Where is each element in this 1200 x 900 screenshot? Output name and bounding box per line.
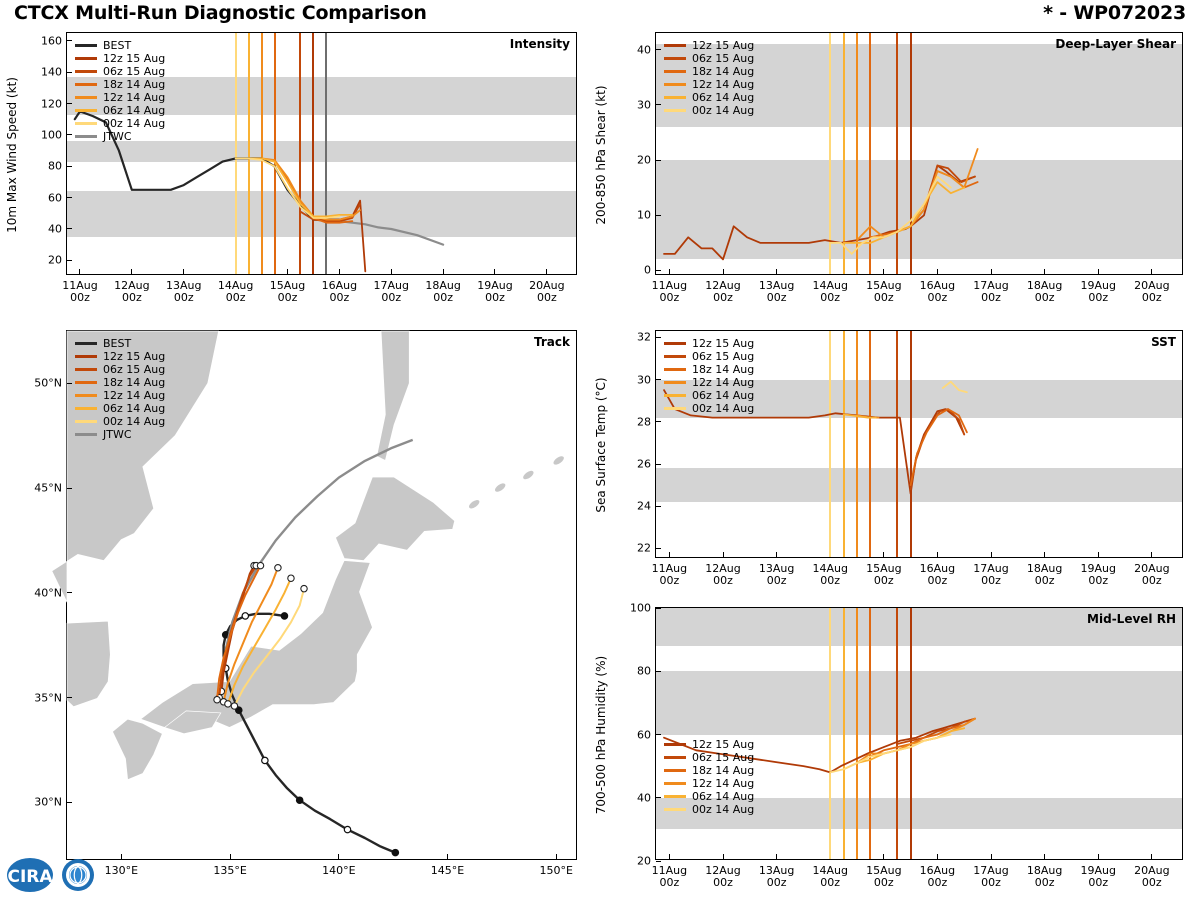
- legend-item: [75, 402, 165, 415]
- legend-item: [664, 91, 754, 104]
- legend-label: 18z 14 Aug: [103, 78, 166, 91]
- x-tick-label: 15Aug 00z: [866, 562, 902, 587]
- legend-item: [75, 415, 165, 428]
- legend-item: [75, 91, 165, 104]
- track-marker: [392, 849, 398, 855]
- legend-swatch: [75, 394, 97, 397]
- legend-label: 12z 14 Aug: [692, 78, 755, 91]
- track-marker: [281, 613, 287, 619]
- y-tick-label: 40: [637, 43, 651, 57]
- x-tick-label: 18Aug 00z: [1026, 279, 1063, 304]
- x-tick-label: 150°E: [539, 864, 573, 877]
- series-line: [664, 166, 975, 260]
- sst-y-axis-label: Sea Surface Temp (°C): [594, 377, 608, 513]
- x-tick-label: 20Aug 00z: [1134, 279, 1170, 304]
- legend-item: [75, 78, 165, 91]
- x-tick-label: 20Aug 00z: [1134, 562, 1170, 587]
- legend-swatch: [664, 109, 686, 112]
- legend-item: [75, 104, 165, 117]
- legend-swatch: [664, 70, 686, 73]
- y-tick-label: 60: [48, 191, 62, 205]
- legend-label: 12z 14 Aug: [103, 389, 166, 402]
- legend-item: [664, 402, 754, 415]
- legend-swatch: [75, 420, 97, 423]
- shear-legend: [664, 39, 754, 117]
- rh-legend: [664, 738, 754, 816]
- intensity-y-axis-label: 10m Max Wind Speed (kt): [5, 76, 19, 233]
- legend-label: 00z 14 Aug: [692, 803, 755, 816]
- x-tick-label: 14Aug 00z: [812, 279, 848, 304]
- legend-label: 00z 14 Aug: [103, 117, 166, 130]
- x-tick-label: 13Aug 00z: [758, 864, 795, 889]
- intensity-panel: [5, 32, 577, 304]
- x-tick-label: 130°E: [104, 864, 139, 877]
- legend-swatch: [664, 96, 686, 99]
- legend-item: [75, 428, 165, 441]
- legend-swatch: [664, 44, 686, 47]
- track-line: [224, 614, 396, 853]
- y-tick-label: 26: [637, 457, 651, 471]
- legend-label: 12z 15 Aug: [103, 350, 166, 363]
- legend-swatch: [664, 407, 686, 410]
- legend-item: [664, 65, 754, 78]
- x-tick-label: 14Aug 00z: [217, 279, 254, 304]
- shear-plot-area: [594, 32, 1183, 304]
- legend-swatch: [75, 57, 97, 60]
- rh-panel: [594, 601, 1183, 889]
- track-marker: [242, 613, 248, 619]
- track-plot-area: [34, 330, 577, 877]
- x-tick-label: 18Aug 00z: [1026, 562, 1063, 587]
- legend-label: 06z 15 Aug: [103, 363, 166, 376]
- track-marker: [344, 826, 350, 832]
- y-tick-label: 30: [637, 373, 651, 387]
- y-tick-label: 40°N: [34, 586, 62, 600]
- x-tick-label: 20Aug 00z: [529, 279, 565, 304]
- series-line: [897, 719, 975, 744]
- y-tick-label: 30: [637, 98, 651, 112]
- sst-plot-area: [594, 330, 1183, 587]
- track-marker: [301, 585, 307, 591]
- y-tick-label: 10: [637, 208, 651, 222]
- series-line: [236, 158, 340, 218]
- legend-swatch: [75, 368, 97, 371]
- x-tick-label: 18Aug 00z: [425, 279, 461, 304]
- y-tick-label: 100: [41, 128, 62, 142]
- track-marker: [296, 797, 302, 803]
- shear-panel: [594, 32, 1183, 304]
- legend-swatch: [75, 342, 97, 345]
- y-tick-label: 32: [637, 330, 651, 344]
- track-marker: [262, 757, 268, 763]
- legend-swatch: [664, 368, 686, 371]
- legend-item: [664, 738, 754, 751]
- legend-label: 06z 15 Aug: [103, 65, 166, 78]
- x-tick-label: 14Aug 00z: [812, 864, 848, 889]
- legend-item: [75, 337, 165, 350]
- legend-swatch: [664, 355, 686, 358]
- y-tick-label: 80: [48, 159, 62, 173]
- rh-y-axis-label: 700-500 hPa Humidity (%): [594, 655, 608, 814]
- x-tick-label: 140°E: [322, 864, 356, 877]
- legend-swatch: [664, 743, 686, 746]
- legend-label: 00z 14 Aug: [692, 104, 755, 117]
- legend-label: BEST: [103, 39, 132, 52]
- legend-item: [664, 803, 754, 816]
- legend-label: JTWC: [103, 428, 132, 441]
- legend-label: 06z 14 Aug: [692, 91, 755, 104]
- legend-label: 00z 14 Aug: [692, 402, 755, 415]
- x-tick-label: 13Aug 00z: [758, 279, 795, 304]
- y-tick-label: 100: [630, 601, 651, 615]
- legend-item: [664, 777, 754, 790]
- y-tick-label: 160: [41, 34, 62, 48]
- track-legend: [75, 337, 165, 441]
- shear-y-axis-label: 200-850 hPa Shear (kt): [594, 84, 608, 225]
- legend-label: 18z 14 Aug: [692, 65, 755, 78]
- y-tick-label: 120: [41, 97, 62, 111]
- legend-item: [75, 52, 165, 65]
- x-tick-label: 11Aug 00z: [651, 864, 688, 889]
- legend-item: [664, 389, 754, 402]
- sst-panel: [594, 330, 1183, 587]
- legend-item: [75, 65, 165, 78]
- legend-swatch: [75, 433, 97, 436]
- legend-label: 06z 15 Aug: [692, 751, 755, 764]
- x-tick-label: 15Aug 00z: [269, 279, 306, 304]
- header: [0, 0, 1200, 26]
- y-tick-label: 30°N: [34, 795, 62, 809]
- rh-plot-area: [594, 601, 1183, 889]
- sst-legend: [664, 337, 754, 415]
- legend-label: JTWC: [103, 130, 132, 143]
- legend-label: 06z 14 Aug: [692, 389, 755, 402]
- series-line: [857, 149, 978, 240]
- x-tick-label: 12Aug 00z: [705, 279, 741, 304]
- x-tick-label: 12Aug 00z: [705, 864, 741, 889]
- y-tick-label: 40: [48, 222, 62, 236]
- legend-item: [75, 130, 165, 143]
- x-tick-label: 11Aug 00z: [651, 562, 688, 587]
- x-tick-label: 11Aug 00z: [62, 279, 98, 304]
- legend-item: [664, 78, 754, 91]
- rh-series: [656, 608, 1184, 861]
- legend-label: 12z 15 Aug: [692, 39, 755, 52]
- legend-item: [664, 39, 754, 52]
- x-tick-label: 15Aug 00z: [866, 279, 902, 304]
- legend-label: 12z 14 Aug: [103, 91, 166, 104]
- legend-swatch: [75, 70, 97, 73]
- track-marker: [231, 703, 237, 709]
- x-tick-label: 13Aug 00z: [758, 562, 795, 587]
- legend-item: [664, 764, 754, 777]
- legend-label: 06z 15 Aug: [692, 350, 755, 363]
- legend-item: [75, 376, 165, 389]
- series-line: [275, 160, 353, 223]
- x-tick-label: 11Aug 00z: [651, 279, 688, 304]
- legend-item: [75, 117, 165, 130]
- x-tick-label: 16Aug 00z: [919, 562, 956, 587]
- legend-item: [664, 104, 754, 117]
- sst-title: SST: [1151, 335, 1176, 349]
- shear-title: Deep-Layer Shear: [1055, 37, 1176, 51]
- legend-label: 18z 14 Aug: [103, 376, 166, 389]
- y-tick-label: 35°N: [34, 691, 62, 705]
- y-tick-label: 40: [637, 791, 651, 805]
- legend-swatch: [664, 394, 686, 397]
- track-panel: [34, 330, 577, 877]
- x-tick-label: 15Aug 00z: [866, 864, 902, 889]
- legend-label: 06z 14 Aug: [692, 790, 755, 803]
- intensity-plot-area: [5, 32, 577, 304]
- y-tick-label: 0: [644, 263, 651, 277]
- legend-swatch: [664, 756, 686, 759]
- x-tick-label: 17Aug 00z: [973, 279, 1009, 304]
- x-tick-label: 19Aug 00z: [1080, 279, 1116, 304]
- legend-item: [664, 337, 754, 350]
- y-tick-label: 20: [637, 854, 651, 868]
- legend-swatch: [75, 122, 97, 125]
- y-tick-label: 22: [637, 541, 651, 555]
- y-tick-label: 20: [48, 253, 62, 267]
- legend-swatch: [664, 57, 686, 60]
- track-marker: [225, 701, 231, 707]
- page-title: CTCX Multi-Run Diagnostic Comparison: [14, 2, 427, 24]
- x-tick-label: 17Aug 00z: [973, 864, 1009, 889]
- y-tick-label: 140: [41, 65, 62, 79]
- legend-label: 12z 14 Aug: [692, 376, 755, 389]
- x-tick-label: 19Aug 00z: [1080, 562, 1116, 587]
- legend-swatch: [664, 381, 686, 384]
- legend-item: [75, 350, 165, 363]
- intensity-title: Intensity: [509, 37, 570, 51]
- legend-swatch: [664, 808, 686, 811]
- x-tick-label: 12Aug 00z: [705, 562, 741, 587]
- legend-label: BEST: [103, 337, 132, 350]
- track-marker: [257, 562, 263, 568]
- legend-label: 12z 14 Aug: [692, 777, 755, 790]
- legend-label: 06z 14 Aug: [103, 104, 166, 117]
- y-tick-label: 60: [637, 728, 651, 741]
- x-tick-label: 17Aug 00z: [373, 279, 409, 304]
- y-tick-label: 28: [637, 415, 651, 429]
- legend-swatch: [75, 381, 97, 384]
- legend-label: 18z 14 Aug: [692, 363, 755, 376]
- series-line: [943, 382, 967, 393]
- x-tick-label: 12Aug 00z: [114, 279, 150, 304]
- x-tick-label: 19Aug 00z: [477, 279, 513, 304]
- legend-swatch: [75, 355, 97, 358]
- legend-swatch: [75, 407, 97, 410]
- legend-swatch: [664, 769, 686, 772]
- x-tick-label: 135°E: [213, 864, 247, 877]
- legend-swatch: [664, 342, 686, 345]
- x-tick-label: 13Aug 00z: [165, 279, 202, 304]
- legend-label: 12z 15 Aug: [692, 337, 755, 350]
- legend-swatch: [75, 44, 97, 47]
- x-tick-label: 14Aug 00z: [812, 562, 848, 587]
- y-tick-label: 45°N: [34, 481, 62, 495]
- x-tick-label: 19Aug 00z: [1080, 864, 1116, 889]
- track-line: [228, 578, 291, 704]
- series-line: [830, 735, 951, 773]
- legend-label: 06z 15 Aug: [692, 52, 755, 65]
- x-tick-label: 16Aug 00z: [919, 864, 956, 889]
- track-line: [234, 589, 304, 706]
- series-line: [844, 182, 965, 243]
- x-tick-label: 16Aug 00z: [321, 279, 358, 304]
- x-tick-label: 16Aug 00z: [919, 279, 956, 304]
- legend-swatch: [75, 96, 97, 99]
- track-marker: [288, 575, 294, 581]
- legend-item: [664, 376, 754, 389]
- track-marker: [275, 565, 281, 571]
- legend-swatch: [75, 135, 97, 138]
- legend-swatch: [75, 83, 97, 86]
- intensity-legend: [75, 39, 165, 143]
- track-marker: [214, 696, 220, 702]
- legend-swatch: [75, 109, 97, 112]
- legend-item: [664, 363, 754, 376]
- x-tick-label: 145°E: [430, 864, 465, 877]
- legend-item: [75, 39, 165, 52]
- legend-item: [664, 790, 754, 803]
- legend-swatch: [664, 782, 686, 785]
- legend-label: 18z 14 Aug: [692, 764, 755, 777]
- legend-label: 12z 15 Aug: [103, 52, 166, 65]
- legend-item: [664, 751, 754, 764]
- legend-label: 12z 15 Aug: [692, 738, 755, 751]
- legend-swatch: [664, 83, 686, 86]
- track-title: Track: [534, 335, 570, 349]
- x-tick-label: 18Aug 00z: [1026, 864, 1063, 889]
- legend-item: [75, 363, 165, 376]
- legend-swatch: [664, 795, 686, 798]
- legend-item: [75, 389, 165, 402]
- x-tick-label: 17Aug 00z: [973, 562, 1009, 587]
- legend-label: 00z 14 Aug: [103, 415, 166, 428]
- svg-text:CIRA: CIRA: [7, 867, 53, 887]
- legend-item: [664, 350, 754, 363]
- rh-title: Mid-Level RH: [1087, 612, 1176, 626]
- y-tick-label: 80: [637, 664, 651, 678]
- legend-item: [664, 52, 754, 65]
- x-tick-label: 20Aug 00z: [1134, 864, 1170, 889]
- storm-id: * - WP072023: [1043, 2, 1186, 24]
- legend-label: 06z 14 Aug: [103, 402, 166, 415]
- y-tick-label: 24: [637, 499, 651, 513]
- y-tick-label: 50°N: [34, 376, 62, 390]
- y-tick-label: 20: [637, 153, 651, 167]
